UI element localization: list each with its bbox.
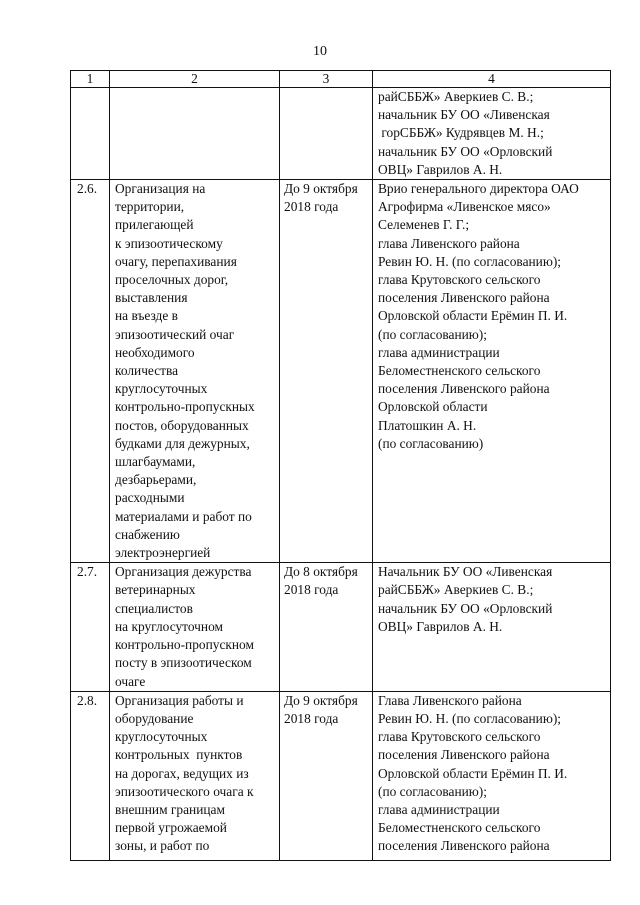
row-number: 2.6. [71,180,110,563]
row-number: 2.7. [71,563,110,691]
header-cell-4: 4 [373,71,611,88]
row-task: Организация на территории, прилегающей к эпизоотическому очагу, перепахивания проселочных дорог, выставления на въезде в эпизоотический очаг необходимого количества круглосуточных контрольно-пропускных постов, оборудованных будками для дежурных, шлагбаумами, дезбарьерами, расходными материалами и работ по снабжению электроэнергией [110,180,280,563]
row-number [71,88,110,180]
row-task [110,88,280,180]
header-cell-3: 3 [280,71,373,88]
row-deadline: До 8 октября 2018 года [280,563,373,691]
row-responsible: Глава Ливенского района Ревин Ю. Н. (по согласованию); глава Крутовского сельского поселения Ливенского района Орловской области Ерёмин П. И. (по согласованию); глава администрации Беломестненского сельского поселения Ливенского района [373,691,611,860]
row-deadline: До 9 октября 2018 года [280,180,373,563]
page-number: 10 [313,44,327,59]
row-deadline [280,88,373,180]
plan-table [70,70,611,861]
table-row [71,180,611,563]
table-row [71,88,611,180]
table-header-row [71,71,611,88]
row-responsible: райСББЖ» Аверкиев С. В.; начальник БУ ОО «Ливенская горСББЖ» Кудрявцев М. Н.; начальник БУ ОО «Орловский ОВЦ» Гаврилов А. Н. [373,88,611,180]
table-row [71,563,611,691]
table-row [71,691,611,860]
row-responsible: Врио генерального директора ОАО Агрофирма «Ливенское мясо» Селеменев Г. Г.; глава Ливенского района Ревин Ю. Н. (по согласованию); глава Крутовского сельского поселения Ливенского района Орловской области Ерёмин П. И. (по согласованию); глава администрации Беломестненского сельского поселения Ливенского района Орловской области Платошкин А. Н. (по согласованию) [373,180,611,563]
row-deadline: До 9 октября 2018 года [280,691,373,860]
row-responsible: Начальник БУ ОО «Ливенская райСББЖ» Аверкиев С. В.; начальник БУ ОО «Орловский ОВЦ» Гаврилов А. Н. [373,563,611,691]
header-cell-2: 2 [110,71,280,88]
row-number: 2.8. [71,691,110,860]
row-task: Организация дежурства ветеринарных специалистов на круглосуточном контрольно-пропускном посту в эпизоотическом очаге [110,563,280,691]
header-cell-1: 1 [71,71,110,88]
row-task: Организация работы и оборудование круглосуточных контрольных пунктов на дорогах, ведущих из эпизоотического очага к внешним границам первой угрожаемой зоны, и работ по [110,691,280,860]
